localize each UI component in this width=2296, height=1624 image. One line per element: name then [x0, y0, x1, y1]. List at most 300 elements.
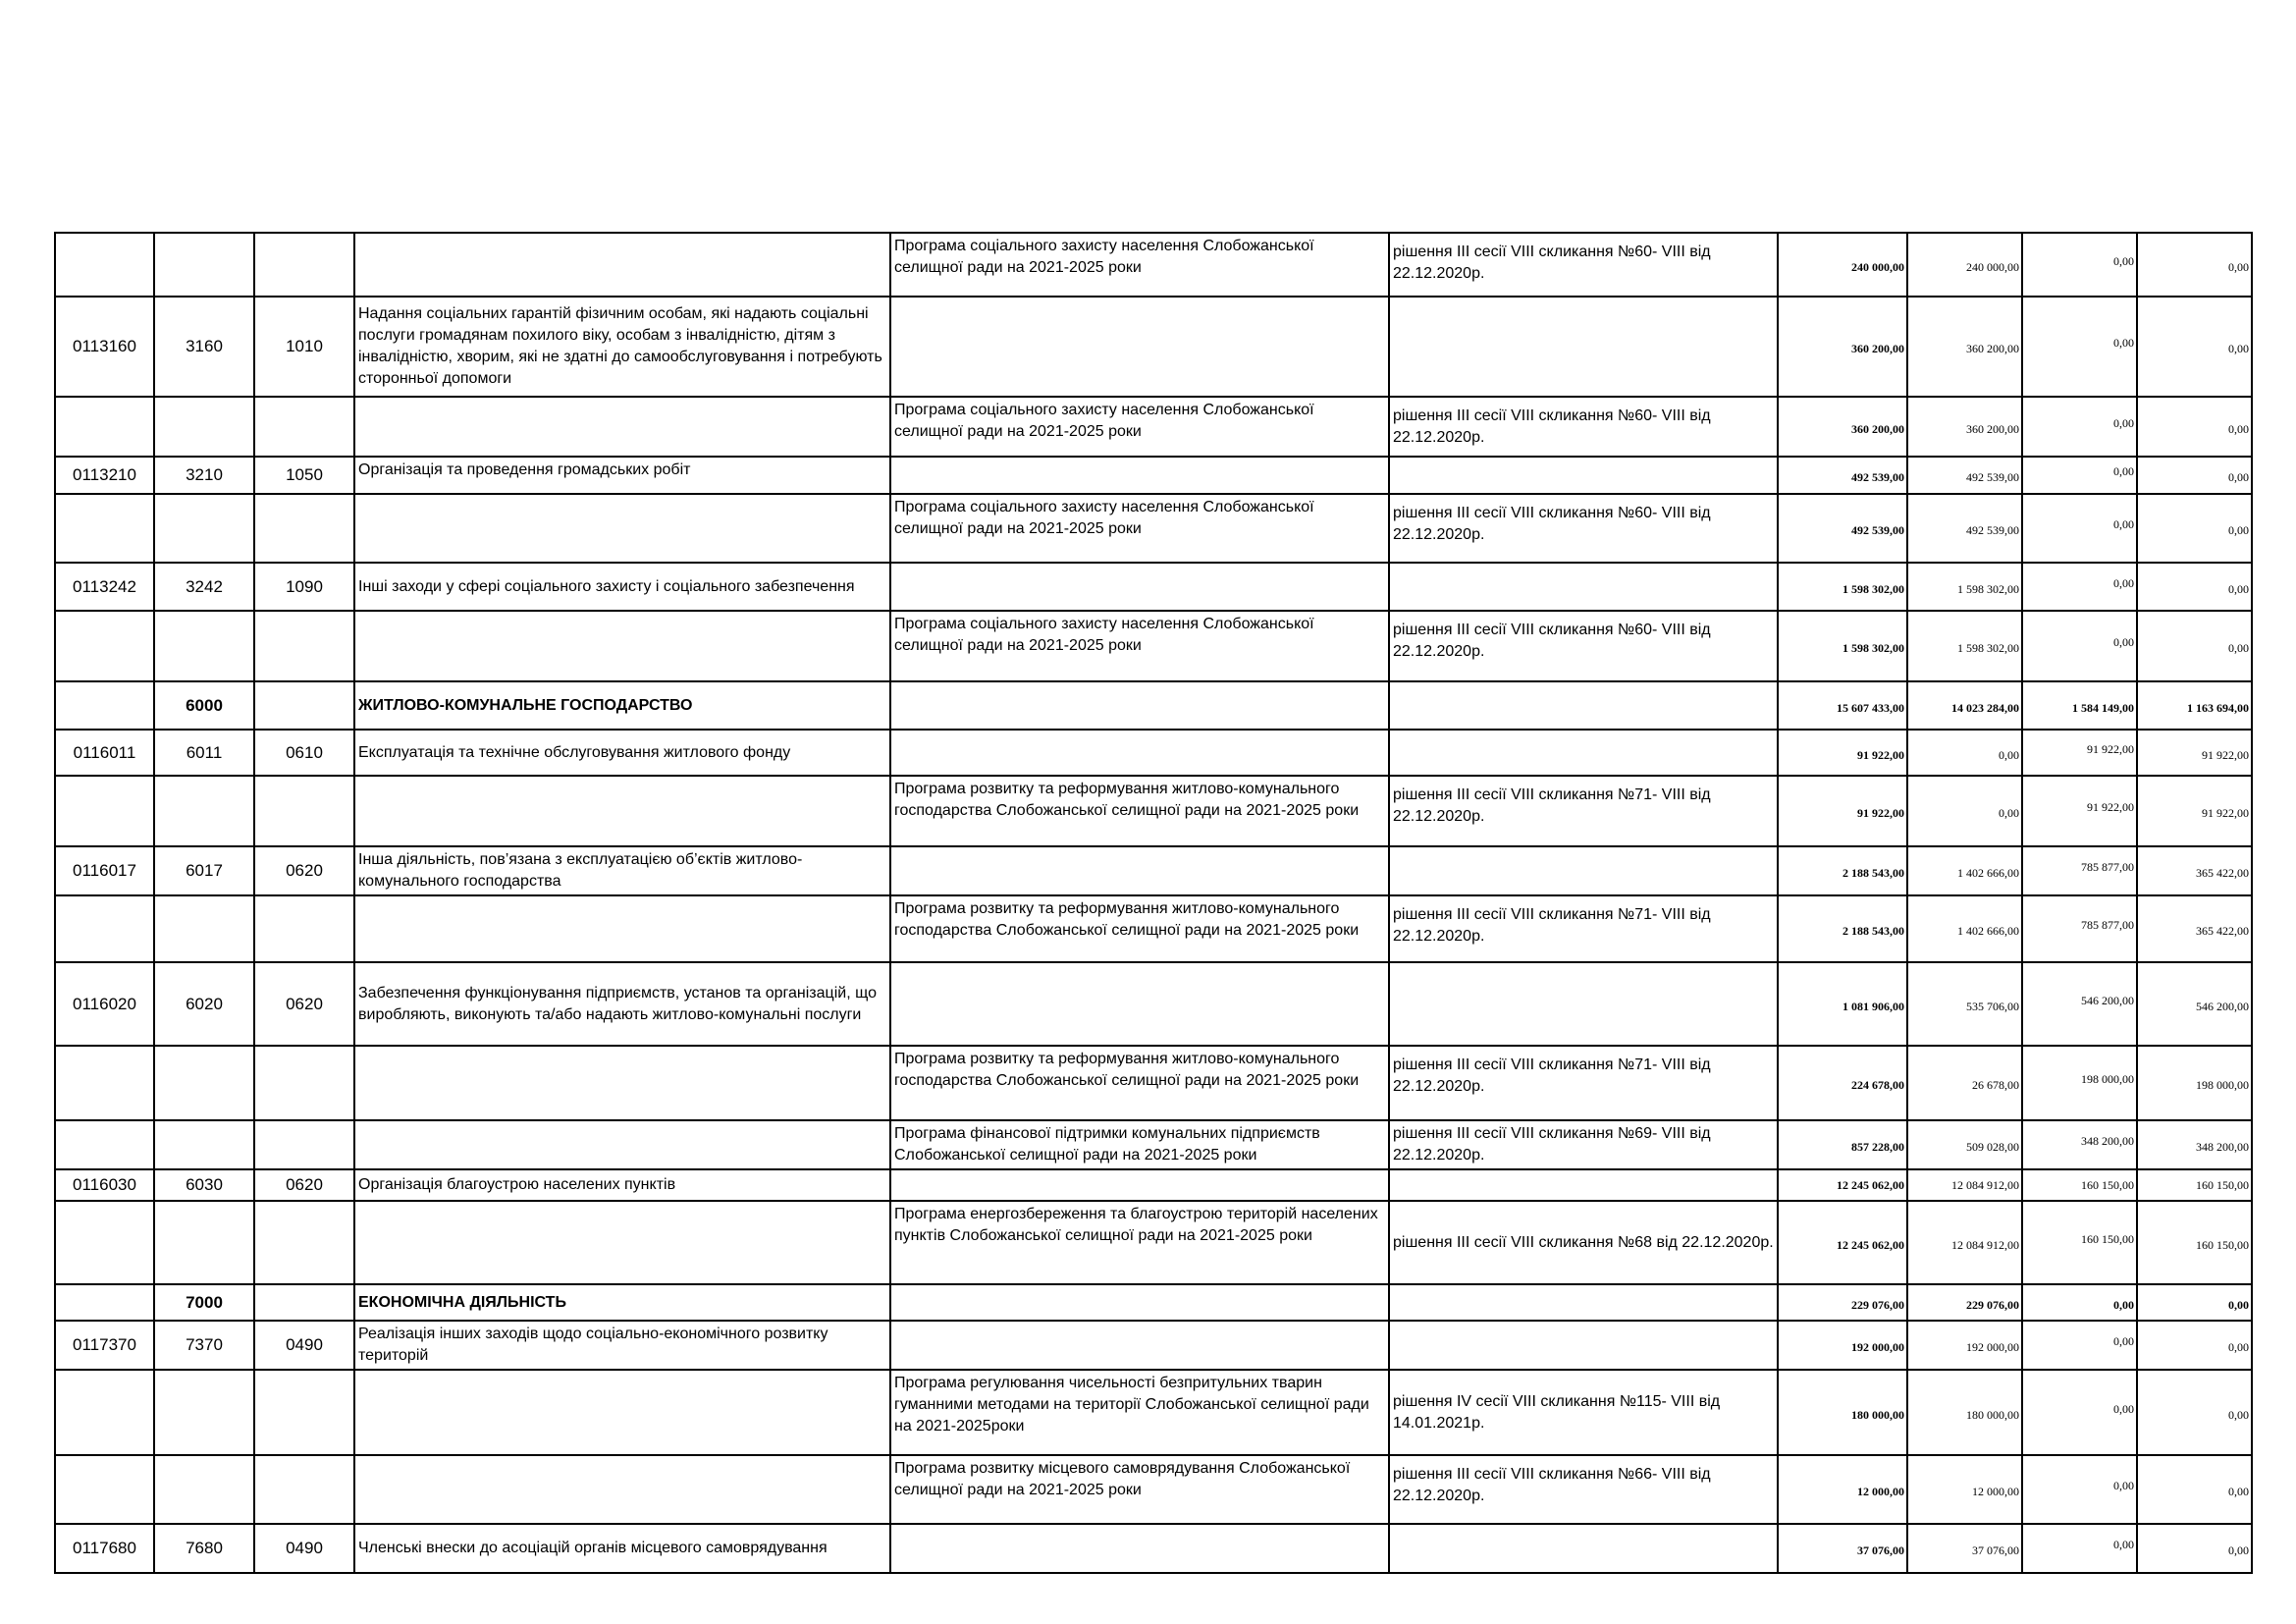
total-amount: 492 539,00 — [1851, 470, 1904, 484]
total-amount: 192 000,00 — [1851, 1340, 1904, 1354]
budget-code-cell: 7370 — [154, 1321, 254, 1370]
development-budget-amount: 0,00 — [2228, 1543, 2249, 1557]
program-name-cell — [890, 730, 1389, 776]
activity-name-cell: Інша діяльність, пов’язана з експлуатацією об’єктів житлово-комунального господарства — [354, 846, 890, 895]
total-amount: 12 245 062,00 — [1837, 1178, 1904, 1192]
budget-code-cell: 3242 — [154, 563, 254, 611]
general-fund-cell — [1907, 681, 2022, 730]
program-name-cell: Програма соціального захисту населення Слобожанської селищної ради на 2021-2025 роки — [890, 611, 1389, 681]
table-row — [55, 895, 2252, 962]
total-amount-cell — [1778, 397, 1907, 457]
program-name-cell: Програма соціального захисту населення Слобожанської селищної ради на 2021-2025 роки — [890, 494, 1389, 563]
program-name-cell — [890, 1284, 1389, 1321]
special-fund-amount: 91 922,00 — [2087, 800, 2134, 814]
budget-code-cell: 6017 — [154, 846, 254, 895]
budget-code-cell — [154, 397, 254, 457]
program-code-cell — [55, 397, 154, 457]
special-fund-cell — [2022, 1284, 2137, 1321]
special-fund-amount: 1 584 149,00 — [2072, 700, 2134, 715]
program-name-cell: Програма розвитку та реформування житлово-комунального господарства Слобожанської селищної ради на 2021-2025 роки — [890, 895, 1389, 962]
special-fund-amount: 160 150,00 — [2081, 1231, 2134, 1246]
program-name-cell: Програма розвитку та реформування житлово-комунального господарства Слобожанської селищної ради на 2021-2025 роки — [890, 776, 1389, 846]
development-budget-amount: 91 922,00 — [2202, 806, 2249, 820]
total-amount: 2 188 543,00 — [1842, 866, 1904, 880]
total-amount: 91 922,00 — [1857, 806, 1904, 820]
development-budget-amount: 365 422,00 — [2196, 866, 2249, 880]
general-fund-cell — [1907, 730, 2022, 776]
special-fund-amount: 0,00 — [2113, 464, 2134, 478]
total-amount-cell — [1778, 1321, 1907, 1370]
general-fund-cell — [1907, 1370, 2022, 1455]
activity-name-cell: ЖИТЛОВО-КОМУНАЛЬНЕ ГОСПОДАРСТВО — [354, 681, 890, 730]
development-budget-cell — [2137, 1524, 2252, 1573]
program-name-cell: Програма розвитку та реформування житлово-комунального господарства Слобожанської селищної ради на 2021-2025 роки — [890, 1046, 1389, 1120]
decision-cell — [1389, 1201, 1778, 1284]
general-fund-cell — [1907, 1455, 2022, 1524]
table-row — [55, 1120, 2252, 1169]
special-fund-cell — [2022, 730, 2137, 776]
program-name-cell: Програма енергозбереження та благоустрою територій населених пунктів Слобожанської селищної ради на 2021-2025 роки — [890, 1201, 1389, 1284]
activity-name-cell: ЕКОНОМІЧНА ДІЯЛЬНІСТЬ — [354, 1284, 890, 1321]
total-amount: 1 598 302,00 — [1842, 641, 1904, 655]
decision-cell — [1389, 611, 1778, 681]
total-amount-cell — [1778, 895, 1907, 962]
function-code-cell — [254, 397, 354, 457]
special-fund-cell — [2022, 1046, 2137, 1120]
general-fund-cell — [1907, 563, 2022, 611]
program-code-cell: 0113160 — [55, 297, 154, 397]
special-fund-cell — [2022, 611, 2137, 681]
function-code-cell: 0610 — [254, 730, 354, 776]
development-budget-cell — [2137, 1046, 2252, 1120]
total-amount: 224 678,00 — [1851, 1078, 1904, 1092]
program-name-cell: Програма розвитку місцевого самоврядування Слобожанської селищної ради на 2021-2025 роки — [890, 1455, 1389, 1524]
general-fund-amount: 229 076,00 — [1966, 1297, 2019, 1312]
program-code-cell — [55, 611, 154, 681]
budget-code-cell: 7680 — [154, 1524, 254, 1573]
function-code-cell: 0620 — [254, 846, 354, 895]
special-fund-cell — [2022, 1120, 2137, 1169]
table-row — [55, 457, 2252, 494]
total-amount: 1 081 906,00 — [1842, 999, 1904, 1013]
activity-name-cell — [354, 895, 890, 962]
general-fund-amount: 0,00 — [1999, 806, 2019, 820]
development-budget-amount: 1 163 694,00 — [2187, 700, 2249, 715]
budget-code-cell: 3160 — [154, 297, 254, 397]
program-code-cell: 0116030 — [55, 1169, 154, 1201]
decision-text: рішення ІІІ сесії VІІІ скликання №60- VІІІ від 22.12.2020р. — [1393, 407, 1711, 446]
table-row — [55, 494, 2252, 563]
general-fund-amount: 492 539,00 — [1966, 523, 2019, 537]
special-fund-amount: 0,00 — [2113, 635, 2134, 649]
decision-cell — [1389, 1120, 1778, 1169]
special-fund-amount: 546 200,00 — [2081, 993, 2134, 1007]
function-code-cell — [254, 776, 354, 846]
program-name-cell — [890, 1524, 1389, 1573]
general-fund-cell — [1907, 1524, 2022, 1573]
total-amount: 12 245 062,00 — [1837, 1237, 1904, 1252]
budget-code-cell: 6011 — [154, 730, 254, 776]
total-amount: 360 200,00 — [1851, 342, 1904, 355]
function-code-cell — [254, 233, 354, 297]
general-fund-amount: 12 000,00 — [1972, 1485, 2019, 1498]
total-amount-cell — [1778, 1370, 1907, 1455]
special-fund-amount: 0,00 — [2113, 336, 2134, 350]
decision-cell — [1389, 1169, 1778, 1201]
decision-cell — [1389, 397, 1778, 457]
table-row — [55, 681, 2252, 730]
general-fund-cell — [1907, 1169, 2022, 1201]
special-fund-cell — [2022, 1169, 2137, 1201]
general-fund-cell — [1907, 1321, 2022, 1370]
program-code-cell — [55, 1046, 154, 1120]
program-name-cell — [890, 681, 1389, 730]
total-amount: 180 000,00 — [1851, 1407, 1904, 1422]
development-budget-amount: 0,00 — [2228, 581, 2249, 596]
general-fund-amount: 360 200,00 — [1966, 342, 2019, 355]
decision-cell — [1389, 1284, 1778, 1321]
table-row — [55, 1201, 2252, 1284]
general-fund-amount: 509 028,00 — [1966, 1140, 2019, 1154]
total-amount-cell — [1778, 1455, 1907, 1524]
general-fund-cell — [1907, 846, 2022, 895]
total-amount: 229 076,00 — [1851, 1297, 1904, 1312]
general-fund-cell — [1907, 1120, 2022, 1169]
function-code-cell — [254, 494, 354, 563]
table-row — [55, 297, 2252, 397]
table-row — [55, 846, 2252, 895]
general-fund-amount: 12 084 912,00 — [1951, 1178, 2019, 1192]
total-amount-cell — [1778, 730, 1907, 776]
development-budget-amount: 0,00 — [2228, 1485, 2249, 1498]
development-budget-amount: 365 422,00 — [2196, 924, 2249, 938]
development-budget-cell — [2137, 681, 2252, 730]
budget-code-cell: 6030 — [154, 1169, 254, 1201]
total-amount-cell — [1778, 962, 1907, 1046]
decision-cell — [1389, 1370, 1778, 1455]
development-budget-cell — [2137, 1455, 2252, 1524]
budget-code-cell — [154, 895, 254, 962]
function-code-cell: 1050 — [254, 457, 354, 494]
decision-text: рішення ІІІ сесії VІІІ скликання №60- VІІІ від 22.12.2020р. — [1393, 622, 1711, 660]
special-fund-amount: 0,00 — [2113, 253, 2134, 268]
general-fund-amount: 37 076,00 — [1972, 1543, 2019, 1557]
program-code-cell: 0117370 — [55, 1321, 154, 1370]
decision-cell — [1389, 1046, 1778, 1120]
general-fund-cell — [1907, 1201, 2022, 1284]
activity-name-cell: Організація та проведення громадських робіт — [354, 457, 890, 494]
special-fund-cell — [2022, 494, 2137, 563]
table-row — [55, 611, 2252, 681]
budget-code-cell — [154, 494, 254, 563]
decision-text: рішення ІІІ сесії VІІІ скликання №68 від 22.12.2020р. — [1393, 1233, 1774, 1251]
table-row — [55, 397, 2252, 457]
function-code-cell: 0620 — [254, 962, 354, 1046]
activity-name-cell — [354, 494, 890, 563]
total-amount-cell — [1778, 681, 1907, 730]
total-amount-cell — [1778, 1284, 1907, 1321]
budget-code-cell — [154, 1201, 254, 1284]
total-amount: 15 607 433,00 — [1837, 700, 1904, 715]
total-amount-cell — [1778, 1524, 1907, 1573]
function-code-cell: 1010 — [254, 297, 354, 397]
activity-name-cell — [354, 611, 890, 681]
special-fund-amount: 198 000,00 — [2081, 1072, 2134, 1086]
development-budget-amount: 546 200,00 — [2196, 999, 2249, 1013]
total-amount-cell — [1778, 1046, 1907, 1120]
budget-code-cell — [154, 1046, 254, 1120]
activity-name-cell — [354, 1370, 890, 1455]
function-code-cell — [254, 895, 354, 962]
decision-text: рішення ІІІ сесії VІІІ скликання №60- VІІІ від 22.12.2020р. — [1393, 505, 1711, 543]
general-fund-cell — [1907, 397, 2022, 457]
total-amount: 360 200,00 — [1851, 421, 1904, 436]
decision-cell — [1389, 895, 1778, 962]
activity-name-cell: Інші заходи у сфері соціального захисту і соціального забезпечення — [354, 563, 890, 611]
special-fund-amount: 0,00 — [2113, 415, 2134, 430]
total-amount-cell — [1778, 457, 1907, 494]
development-budget-amount: 0,00 — [2228, 1340, 2249, 1354]
decision-cell — [1389, 494, 1778, 563]
development-budget-cell — [2137, 457, 2252, 494]
special-fund-amount: 0,00 — [2113, 1401, 2134, 1416]
total-amount: 2 188 543,00 — [1842, 924, 1904, 938]
function-code-cell — [254, 1455, 354, 1524]
program-code-cell — [55, 233, 154, 297]
development-budget-amount: 0,00 — [2228, 259, 2249, 274]
development-budget-amount: 198 000,00 — [2196, 1078, 2249, 1092]
special-fund-cell — [2022, 895, 2137, 962]
program-code-cell: 0113242 — [55, 563, 154, 611]
total-amount-cell — [1778, 776, 1907, 846]
activity-name-cell — [354, 1046, 890, 1120]
function-code-cell — [254, 1370, 354, 1455]
total-amount-cell — [1778, 1201, 1907, 1284]
general-fund-amount: 1 402 666,00 — [1957, 866, 2019, 880]
activity-name-cell — [354, 233, 890, 297]
function-code-cell — [254, 1284, 354, 1321]
development-budget-amount: 0,00 — [2228, 523, 2249, 537]
total-amount: 857 228,00 — [1851, 1140, 1904, 1154]
total-amount: 1 598 302,00 — [1842, 581, 1904, 596]
special-fund-cell — [2022, 962, 2137, 1046]
development-budget-cell — [2137, 1120, 2252, 1169]
table-row — [55, 1455, 2252, 1524]
budget-code-cell: 6020 — [154, 962, 254, 1046]
development-budget-cell — [2137, 776, 2252, 846]
decision-cell — [1389, 1321, 1778, 1370]
development-budget-cell — [2137, 563, 2252, 611]
budget-code-cell: 7000 — [154, 1284, 254, 1321]
special-fund-amount: 785 877,00 — [2081, 860, 2134, 874]
activity-name-cell: Реалізація інших заходів щодо соціально-економічного розвитку територій — [354, 1321, 890, 1370]
development-budget-amount: 160 150,00 — [2196, 1237, 2249, 1252]
budget-code-cell — [154, 233, 254, 297]
table-row — [55, 1169, 2252, 1201]
activity-name-cell — [354, 397, 890, 457]
special-fund-amount: 785 877,00 — [2081, 918, 2134, 932]
function-code-cell: 1090 — [254, 563, 354, 611]
decision-cell — [1389, 1524, 1778, 1573]
function-code-cell — [254, 611, 354, 681]
total-amount-cell — [1778, 1169, 1907, 1201]
development-budget-cell — [2137, 730, 2252, 776]
activity-name-cell: Організація благоустрою населених пунктів — [354, 1169, 890, 1201]
special-fund-cell — [2022, 846, 2137, 895]
table-row — [55, 776, 2252, 846]
activity-name-cell: Забезпечення функціонування підприємств, установ та організацій, що виробляють, виконують та/або надають житлово-комунальні послуги — [354, 962, 890, 1046]
program-code-cell: 0117680 — [55, 1524, 154, 1573]
program-name-cell: Програма соціального захисту населення Слобожанської селищної ради на 2021-2025 роки — [890, 397, 1389, 457]
general-fund-amount: 14 023 284,00 — [1951, 700, 2019, 715]
general-fund-cell — [1907, 611, 2022, 681]
special-fund-amount: 0,00 — [2113, 1297, 2134, 1312]
special-fund-cell — [2022, 776, 2137, 846]
development-budget-amount: 91 922,00 — [2202, 747, 2249, 762]
development-budget-cell — [2137, 962, 2252, 1046]
development-budget-cell — [2137, 1284, 2252, 1321]
special-fund-amount: 91 922,00 — [2087, 741, 2134, 756]
general-fund-cell — [1907, 233, 2022, 297]
program-code-cell: 0116011 — [55, 730, 154, 776]
total-amount-cell — [1778, 1120, 1907, 1169]
activity-name-cell — [354, 1455, 890, 1524]
general-fund-cell — [1907, 895, 2022, 962]
table-row — [55, 1046, 2252, 1120]
program-code-cell: 0113210 — [55, 457, 154, 494]
special-fund-cell — [2022, 1321, 2137, 1370]
general-fund-amount: 1 598 302,00 — [1957, 581, 2019, 596]
table-row — [55, 563, 2252, 611]
activity-name-cell — [354, 1201, 890, 1284]
decision-text: рішення ІІІ сесії VІІІ скликання №66- VІІІ від 22.12.2020р. — [1393, 1466, 1711, 1504]
budget-code-cell: 3210 — [154, 457, 254, 494]
special-fund-cell — [2022, 1370, 2137, 1455]
activity-name-cell: Експлуатація та технічне обслуговування житлового фонду — [354, 730, 890, 776]
table-row — [55, 1524, 2252, 1573]
special-fund-amount: 0,00 — [2113, 1479, 2134, 1492]
decision-cell — [1389, 457, 1778, 494]
function-code-cell — [254, 1120, 354, 1169]
development-budget-amount: 0,00 — [2228, 421, 2249, 436]
special-fund-cell — [2022, 233, 2137, 297]
special-fund-amount: 0,00 — [2113, 1334, 2134, 1348]
special-fund-cell — [2022, 297, 2137, 397]
general-fund-cell — [1907, 494, 2022, 563]
budget-code-cell — [154, 1120, 254, 1169]
program-name-cell: Програма фінансової підтримки комунальних підприємств Слобожанської селищної ради на 2021-2025 роки — [890, 1120, 1389, 1169]
general-fund-amount: 12 084 912,00 — [1951, 1237, 2019, 1252]
development-budget-amount: 0,00 — [2228, 470, 2249, 484]
program-code-cell: 0116017 — [55, 846, 154, 895]
special-fund-amount: 0,00 — [2113, 575, 2134, 590]
development-budget-amount: 0,00 — [2228, 342, 2249, 355]
total-amount-cell — [1778, 233, 1907, 297]
activity-name-cell — [354, 776, 890, 846]
total-amount-cell — [1778, 494, 1907, 563]
decision-cell — [1389, 846, 1778, 895]
total-amount: 37 076,00 — [1857, 1543, 1904, 1557]
total-amount: 91 922,00 — [1857, 747, 1904, 762]
general-fund-amount: 240 000,00 — [1966, 259, 2019, 274]
total-amount: 240 000,00 — [1851, 259, 1904, 274]
activity-name-cell: Членські внески до асоціацій органів місцевого самоврядування — [354, 1524, 890, 1573]
development-budget-cell — [2137, 494, 2252, 563]
program-name-cell — [890, 297, 1389, 397]
development-budget-cell — [2137, 1201, 2252, 1284]
development-budget-cell — [2137, 233, 2252, 297]
budget-code-cell — [154, 776, 254, 846]
program-name-cell — [890, 563, 1389, 611]
general-fund-amount: 1 402 666,00 — [1957, 924, 2019, 938]
special-fund-amount: 348 200,00 — [2081, 1134, 2134, 1148]
table-row — [55, 962, 2252, 1046]
decision-cell — [1389, 776, 1778, 846]
table-row — [55, 1370, 2252, 1455]
program-code-cell — [55, 895, 154, 962]
total-amount-cell — [1778, 611, 1907, 681]
general-fund-amount: 180 000,00 — [1966, 1407, 2019, 1422]
program-code-cell — [55, 1455, 154, 1524]
development-budget-amount: 160 150,00 — [2196, 1178, 2249, 1192]
development-budget-amount: 0,00 — [2228, 1407, 2249, 1422]
development-budget-cell — [2137, 1370, 2252, 1455]
general-fund-amount: 360 200,00 — [1966, 421, 2019, 436]
program-code-cell — [55, 494, 154, 563]
budget-code-cell — [154, 1370, 254, 1455]
activity-name-cell — [354, 1120, 890, 1169]
program-name-cell — [890, 1169, 1389, 1201]
decision-text: рішення IV сесії VІІІ скликання №115- VІІІ від 14.01.2021р. — [1393, 1392, 1721, 1432]
budget-programs-table — [54, 232, 2253, 1574]
program-name-cell — [890, 1321, 1389, 1370]
development-budget-cell — [2137, 397, 2252, 457]
decision-text: рішення ІІІ сесії VІІІ скликання №71- VІІІ від 22.12.2020р. — [1393, 906, 1711, 945]
development-budget-cell — [2137, 1321, 2252, 1370]
program-name-cell — [890, 846, 1389, 895]
table-row — [55, 1321, 2252, 1370]
decision-text: рішення ІІІ сесії VІІІ скликання №71- VІІІ від 22.12.2020р. — [1393, 786, 1711, 825]
total-amount: 12 000,00 — [1857, 1485, 1904, 1498]
development-budget-cell — [2137, 846, 2252, 895]
special-fund-cell — [2022, 397, 2137, 457]
general-fund-amount: 1 598 302,00 — [1957, 641, 2019, 655]
development-budget-cell — [2137, 611, 2252, 681]
program-code-cell — [55, 1120, 154, 1169]
function-code-cell — [254, 1046, 354, 1120]
program-code-cell: 0116020 — [55, 962, 154, 1046]
general-fund-amount: 535 706,00 — [1966, 999, 2019, 1013]
program-code-cell — [55, 1201, 154, 1284]
program-code-cell — [55, 1370, 154, 1455]
special-fund-amount: 0,00 — [2113, 517, 2134, 531]
budget-code-cell — [154, 1455, 254, 1524]
program-code-cell — [55, 681, 154, 730]
program-name-cell: Програма соціального захисту населення Слобожанської селищної ради на 2021-2025 роки — [890, 233, 1389, 297]
decision-cell — [1389, 681, 1778, 730]
decision-cell — [1389, 297, 1778, 397]
function-code-cell — [254, 681, 354, 730]
general-fund-amount: 492 539,00 — [1966, 470, 2019, 484]
special-fund-cell — [2022, 681, 2137, 730]
general-fund-amount: 26 678,00 — [1972, 1078, 2019, 1092]
development-budget-amount: 348 200,00 — [2196, 1140, 2249, 1154]
special-fund-cell — [2022, 1455, 2137, 1524]
development-budget-cell — [2137, 1169, 2252, 1201]
decision-text: рішення ІІІ сесії VІІІ скликання №60- VІІІ від 22.12.2020р. — [1393, 244, 1711, 282]
general-fund-cell — [1907, 1046, 2022, 1120]
development-budget-cell — [2137, 895, 2252, 962]
